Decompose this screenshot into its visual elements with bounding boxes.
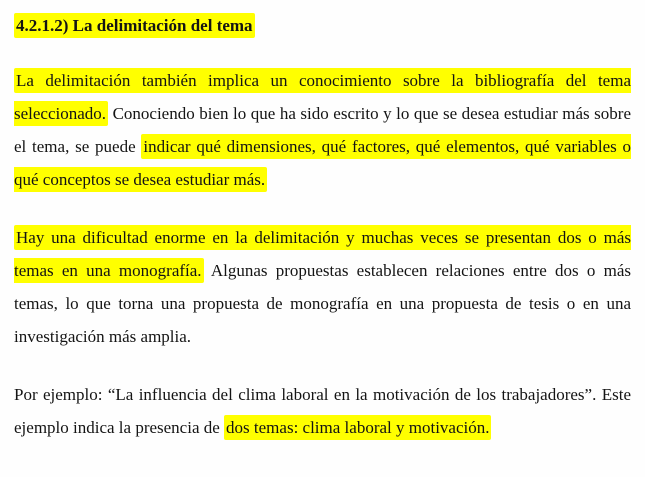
paragraph-delimitacion bbox=[14, 64, 631, 196]
highlighted-text-segment: Hay una dificultad enorme en la delimitación y muchas veces se presentan dos o más temas en una monografía. bbox=[14, 225, 631, 283]
text-segment: Por ejemplo: “La influencia del clima laboral en la motivación de los trabajadores”. Este ejemplo indica la presencia de bbox=[14, 385, 631, 437]
text-segment: Algunas propuestas establecen relaciones entre dos o más temas, lo que torna una propuesta de monografía en una propuesta de tesis o en una investigación más amplia. bbox=[14, 261, 631, 346]
heading-highlighted-text: 4.2.1.2) La delimitación del tema bbox=[14, 13, 255, 38]
paragraph-dificultad bbox=[14, 221, 631, 353]
highlighted-text-segment: dos temas: clima laboral y motivación. bbox=[224, 415, 491, 440]
paragraph-ejemplo bbox=[14, 378, 631, 444]
section-heading bbox=[14, 9, 631, 42]
text-segment: Conociendo bien lo que ha sido escrito y lo que se desea estudiar más sobre el tema, se puede bbox=[14, 104, 631, 156]
highlighted-text-segment: La delimitación también implica un conocimiento sobre la bibliografía del tema seleccionado. bbox=[14, 68, 631, 126]
highlighted-text-segment: indicar qué dimensiones, qué factores, qué elementos, qué variables o qué conceptos se desea estudiar más. bbox=[14, 134, 631, 192]
